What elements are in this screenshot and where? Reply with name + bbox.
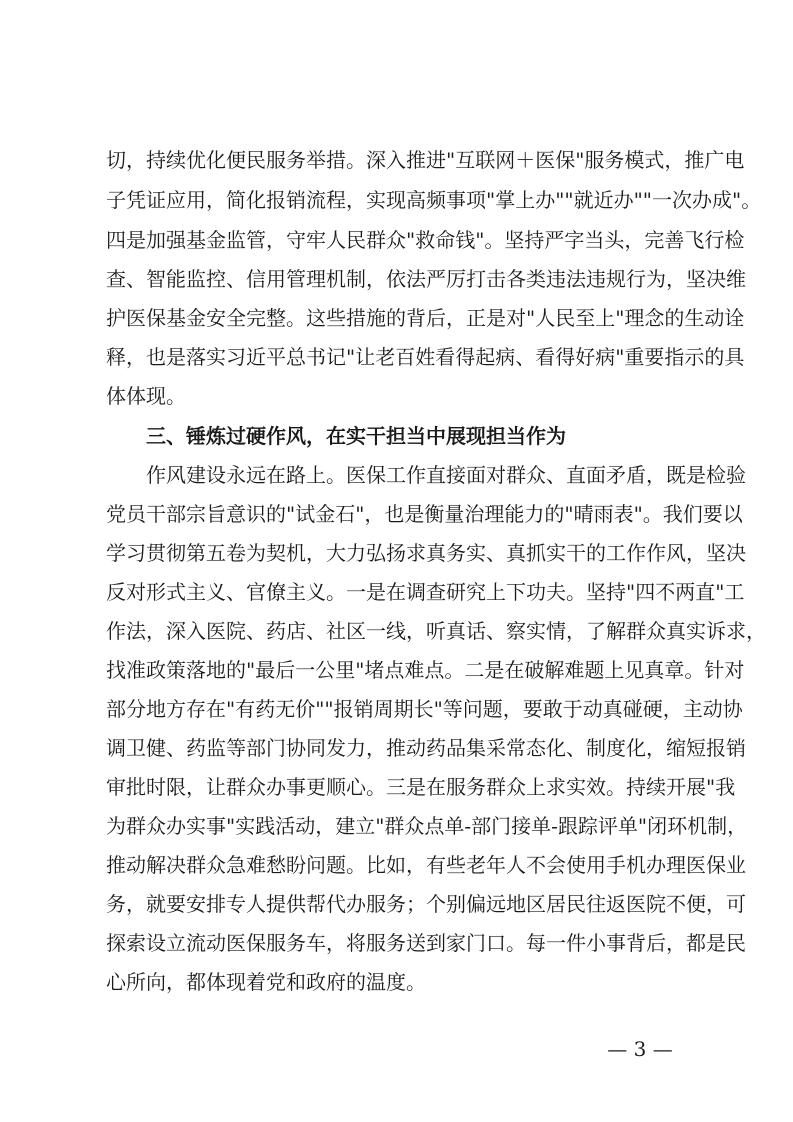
- paragraph-2-line: 心所向，都体现着党和政府的温度。: [106, 970, 426, 994]
- paragraph-1-line: 体体现。: [106, 384, 186, 408]
- page-number: — 3 —: [607, 1037, 673, 1061]
- paragraph-2-line: 学习贯彻第五卷为契机，大力弘扬求真务实、真抓实干的工作作风，坚决: [106, 541, 746, 565]
- paragraph-2-line: 调卫健、药监等部门协同发力，推动药品集采常态化、制度化，缩短报销: [106, 736, 746, 760]
- paragraph-2-line: 审批时限，让群众办事更顺心。三是在服务群众上求实效。持续开展"我: [106, 775, 736, 799]
- paragraph-1-line: 查、智能监控、信用管理机制，依法严厉打击各类违法违规行为，坚决维: [106, 267, 746, 291]
- paragraph-2-line: 作法，深入医院、药店、社区一线，听真话、察实情，了解群众真实诉求，: [106, 619, 766, 643]
- paragraph-2-line: 作风建设永远在路上。医保工作直接面对群众、直面矛盾，既是检验: [146, 463, 746, 487]
- paragraph-2-line: 反对形式主义、官僚主义。一是在调查研究上下功夫。坚持"四不两直"工: [106, 580, 745, 604]
- paragraph-2-line: 为群众办实事"实践活动，建立"群众点单-部门接单-跟踪评单"闭环机制，: [106, 814, 748, 838]
- paragraph-2-line: 务，就要安排专人提供帮代办服务；个别偏远地区居民往返医院不便，可: [106, 892, 746, 916]
- paragraph-1-line: 护医保基金安全完整。这些措施的背后，正是对"人民至上"理念的生动诠: [106, 306, 745, 330]
- paragraph-2-line: 推动解决群众急难愁盼问题。比如，有些老年人不会使用手机办理医保业: [106, 853, 746, 877]
- paragraph-2-line: 找准政策落地的"最后一公里"堵点难点。二是在破解难题上见真章。针对: [106, 658, 745, 682]
- paragraph-1-line: 子凭证应用，简化报销流程，实现高频事项"掌上办""就近办""一次办成"。: [106, 188, 762, 212]
- section-heading: 三、锤炼过硬作风，在实干担当中展现担当作为: [146, 424, 566, 448]
- paragraph-2-line: 部分地方存在"有药无价""报销周期长"等问题，要敢于动真碰硬，主动协: [106, 697, 743, 721]
- paragraph-2-line: 探索设立流动医保服务车，将服务送到家门口。每一件小事背后，都是民: [106, 931, 746, 955]
- paragraph-2-line: 党员干部宗旨意识的"试金石"，也是衡量治理能力的"晴雨表"。我们要以: [106, 502, 743, 526]
- paragraph-1-line: 四是加强基金监管，守牢人民群众"救命钱"。坚持严字当头，完善飞行检: [106, 228, 745, 252]
- paragraph-1-line: 释，也是落实习近平总书记"让老百姓看得起病、看得好病"重要指示的具: [106, 345, 745, 369]
- paragraph-1-line: 切，持续优化便民服务举措。深入推进"互联网＋医保"服务模式，推广电: [106, 148, 745, 172]
